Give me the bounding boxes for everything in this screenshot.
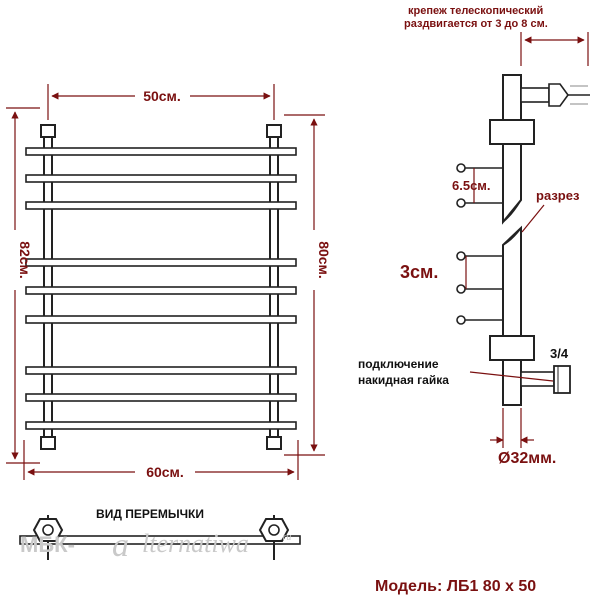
crossbar [26, 316, 296, 323]
lower-bracket [490, 336, 534, 360]
model-caption: Модель: ЛБ1 80 х 50 [375, 578, 537, 595]
watermark-suffix: lternatiwa [142, 529, 249, 558]
crossbar [26, 148, 296, 155]
right-bottom-cap [267, 437, 281, 449]
bridge-view-label: ВИД ПЕРЕМЫЧКИ [96, 507, 204, 521]
top-width-label: 50см. [143, 88, 181, 104]
watermark-mark: а [112, 527, 129, 564]
crossbar [26, 259, 296, 266]
crossbar [26, 175, 296, 182]
crossbar [26, 287, 296, 294]
watermark-tld: .ru [280, 532, 292, 543]
connection-label-line2: накидная гайка [358, 373, 449, 387]
side-tube-upper [503, 75, 521, 222]
thread-size-label: 3/4 [550, 346, 569, 361]
bottom-width-label: 60см. [146, 464, 184, 480]
diameter-label: Ø32мм. [498, 450, 557, 467]
crossbar-end [457, 316, 465, 324]
upper-bracket [490, 120, 534, 144]
crossbar [26, 367, 296, 374]
right-height-label: 80см. [316, 241, 332, 279]
crossbar-end [457, 164, 465, 172]
wall-anchor [549, 84, 568, 106]
union-nut [554, 366, 570, 393]
front-view [26, 125, 296, 449]
spacing-3-label: 3см. [400, 262, 439, 282]
connection-label-line1: подключение [358, 357, 439, 371]
side-view [358, 5, 590, 467]
crossbars [26, 148, 296, 429]
crossbar [26, 202, 296, 209]
left-top-cap [41, 125, 55, 137]
watermark [20, 527, 291, 564]
left-height-label: 82см. [17, 241, 33, 279]
side-tube-lower [503, 228, 521, 405]
mount-note-line2: раздвигается от 3 до 8 см. [404, 18, 548, 30]
right-top-cap [267, 125, 281, 137]
crossbar [26, 394, 296, 401]
watermark-prefix: МБК- [20, 532, 75, 557]
mount-note-line1: крепеж телескопический [408, 5, 544, 17]
crossbar-end [457, 285, 465, 293]
spacing-65-label: 6.5см. [452, 178, 491, 193]
crossbar-end [457, 199, 465, 207]
section-label: разрез [536, 188, 580, 203]
crossbar-end [457, 252, 465, 260]
crossbar [26, 422, 296, 429]
left-bottom-cap [41, 437, 55, 449]
